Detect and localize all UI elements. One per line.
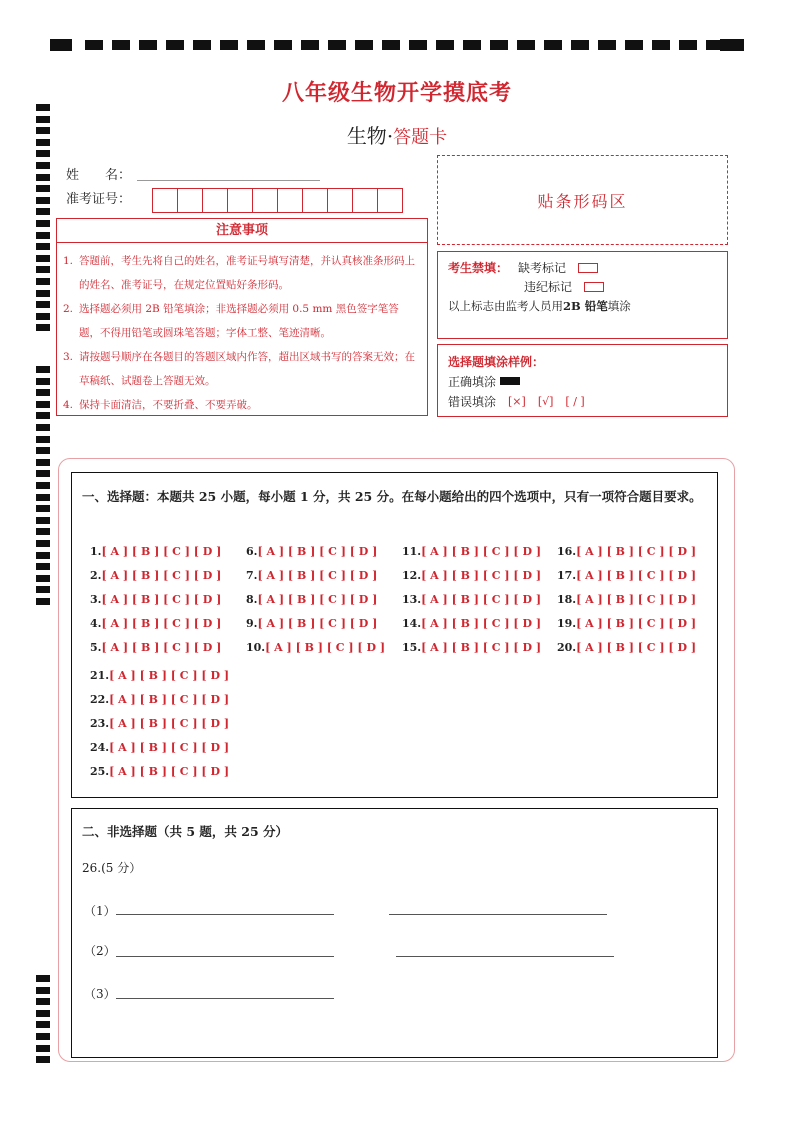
option-bubbles[interactable]: [ A ] [ B ] [ C ] [ D ] bbox=[421, 641, 542, 654]
timing-mark bbox=[36, 987, 50, 994]
timing-mark bbox=[36, 1033, 50, 1040]
option-bubbles[interactable]: [ A ] [ B ] [ C ] [ D ] bbox=[257, 545, 378, 558]
option-bubbles[interactable]: [ A ] [ B ] [ C ] [ D ] bbox=[576, 641, 697, 654]
question-number: 9. bbox=[246, 617, 258, 630]
timing-mark bbox=[36, 185, 50, 192]
timing-mark bbox=[36, 1045, 50, 1052]
timing-mark bbox=[36, 505, 50, 512]
timing-mark bbox=[36, 494, 50, 501]
option-bubbles[interactable]: [ A ] [ B ] [ C ] [ D ] bbox=[109, 693, 230, 706]
name-label: 姓 名： bbox=[66, 168, 132, 183]
timing-mark bbox=[36, 243, 50, 250]
question-number: 20. bbox=[557, 641, 577, 654]
question-26: 26.(5 分） bbox=[82, 861, 142, 875]
timing-mark bbox=[36, 540, 50, 547]
timing-mark bbox=[36, 174, 50, 181]
ticket-digit-box[interactable] bbox=[177, 188, 203, 213]
timing-mark bbox=[139, 40, 157, 50]
option-bubbles[interactable]: [ A ] [ B ] [ C ] [ D ] bbox=[576, 617, 697, 630]
subject-name: 生物 bbox=[346, 124, 387, 148]
fill-example-box bbox=[437, 344, 728, 417]
question-number: 15. bbox=[402, 641, 422, 654]
ticket-number-boxes[interactable] bbox=[152, 188, 402, 213]
option-bubbles[interactable]: [ A ] [ B ] [ C ] [ D ] bbox=[101, 641, 222, 654]
option-bubbles[interactable]: [ A ] [ B ] [ C ] [ D ] bbox=[109, 741, 230, 754]
answer-line[interactable] bbox=[116, 998, 334, 999]
section-choice-title: 一、选择题：本题共 25 小题，每小题 1 分，共 25 分。在每小题给出的四个选项中，只有一项符合题目要求。 bbox=[82, 489, 702, 504]
option-bubbles[interactable]: [ A ] [ B ] [ C ] [ D ] bbox=[421, 593, 542, 606]
correct-fill-sample bbox=[500, 377, 520, 385]
timing-mark bbox=[36, 220, 50, 227]
question-number: 2. bbox=[90, 569, 102, 582]
timing-mark bbox=[625, 40, 643, 50]
option-bubbles[interactable]: [ A ] [ B ] [ C ] [ D ] bbox=[257, 593, 378, 606]
option-bubbles[interactable]: [ A ] [ B ] [ C ] [ D ] bbox=[109, 669, 230, 682]
timing-mark bbox=[571, 40, 589, 50]
timing-mark bbox=[36, 197, 50, 204]
ticket-digit-box[interactable] bbox=[277, 188, 303, 213]
timing-mark bbox=[36, 412, 50, 419]
timing-mark bbox=[36, 470, 50, 477]
choice-question[interactable] bbox=[557, 569, 696, 582]
choice-question[interactable] bbox=[90, 741, 229, 754]
answer-line[interactable] bbox=[116, 914, 334, 915]
timing-mark bbox=[463, 40, 481, 50]
choice-question[interactable] bbox=[402, 569, 541, 582]
answer-line[interactable] bbox=[396, 956, 614, 957]
answer-line[interactable] bbox=[116, 956, 334, 957]
option-bubbles[interactable]: [ A ] [ B ] [ C ] [ D ] bbox=[265, 641, 386, 654]
timing-mark bbox=[85, 40, 103, 50]
question-number: 11. bbox=[402, 545, 422, 558]
timing-mark bbox=[328, 40, 346, 50]
option-bubbles[interactable]: [ A ] [ B ] [ C ] [ D ] bbox=[101, 593, 222, 606]
choice-question[interactable] bbox=[90, 765, 229, 778]
question-number: 22. bbox=[90, 693, 110, 706]
timing-mark bbox=[36, 401, 50, 408]
question-number: 10. bbox=[246, 641, 266, 654]
question-number: 8. bbox=[246, 593, 258, 606]
wrong-mark-cross: [×] bbox=[508, 394, 526, 408]
timing-mark bbox=[36, 552, 50, 559]
choice-question[interactable] bbox=[90, 641, 221, 654]
choice-question[interactable] bbox=[90, 593, 221, 606]
choice-question[interactable] bbox=[246, 593, 377, 606]
choice-question[interactable] bbox=[90, 693, 229, 706]
forbid-title: 考生禁填： bbox=[448, 261, 509, 275]
timing-mark bbox=[50, 39, 72, 51]
choice-question[interactable] bbox=[90, 569, 221, 582]
timing-mark bbox=[36, 366, 50, 373]
timing-mark bbox=[436, 40, 454, 50]
timing-mark bbox=[36, 232, 50, 239]
timing-mark bbox=[36, 436, 50, 443]
choice-question[interactable] bbox=[90, 545, 221, 558]
option-bubbles[interactable]: [ A ] [ B ] [ C ] [ D ] bbox=[101, 569, 222, 582]
option-bubbles[interactable]: [ A ] [ B ] [ C ] [ D ] bbox=[109, 717, 230, 730]
choice-question[interactable] bbox=[246, 569, 377, 582]
question-number: 6. bbox=[246, 545, 258, 558]
barcode-label: 贴条形码区 bbox=[537, 191, 628, 211]
question-number: 5. bbox=[90, 641, 102, 654]
timing-mark bbox=[193, 40, 211, 50]
timing-mark bbox=[36, 482, 50, 489]
timing-mark bbox=[36, 1021, 50, 1028]
choice-question[interactable] bbox=[557, 545, 696, 558]
choice-question[interactable] bbox=[246, 545, 377, 558]
timing-mark bbox=[36, 378, 50, 385]
question-number: 23. bbox=[90, 717, 110, 730]
question-number: 13. bbox=[402, 593, 422, 606]
option-bubbles[interactable]: [ A ] [ B ] [ C ] [ D ] bbox=[421, 545, 542, 558]
notice-box bbox=[56, 218, 428, 416]
notice-item: 4. 保持卡面清洁，不要折叠、不要弄破。 bbox=[63, 399, 258, 411]
section-open-title: 二、非选择题（共 5 题，共 25 分） bbox=[82, 824, 289, 839]
wrong-mark-check: [√] bbox=[537, 394, 554, 408]
option-bubbles[interactable]: [ A ] [ B ] [ C ] [ D ] bbox=[576, 569, 697, 582]
forbid-note: 以上标志由监考人员用2B 铅笔填涂 bbox=[448, 298, 631, 313]
option-bubbles[interactable]: [ A ] [ B ] [ C ] [ D ] bbox=[576, 545, 697, 558]
wrong-fill-label: 错误填涂 bbox=[448, 394, 497, 409]
option-bubbles[interactable]: [ A ] [ B ] [ C ] [ D ] bbox=[421, 569, 542, 582]
timing-mark bbox=[36, 290, 50, 297]
option-bubbles[interactable]: [ A ] [ B ] [ C ] [ D ] bbox=[101, 617, 222, 630]
example-title: 选择题填涂样例： bbox=[448, 354, 545, 369]
option-bubbles[interactable]: [ A ] [ B ] [ C ] [ D ] bbox=[576, 593, 697, 606]
timing-mark bbox=[112, 40, 130, 50]
question-number: 19. bbox=[557, 617, 577, 630]
wrong-mark-slash: [ / ] bbox=[565, 394, 585, 408]
section-open bbox=[71, 808, 718, 1058]
timing-mark bbox=[36, 528, 50, 535]
sub-question-3: （3） bbox=[84, 987, 116, 1001]
timing-mark bbox=[679, 40, 697, 50]
choice-question[interactable] bbox=[402, 545, 541, 558]
choice-question[interactable] bbox=[246, 641, 385, 654]
ticket-digit-box[interactable] bbox=[302, 188, 328, 213]
ticket-label: 准考证号： bbox=[66, 192, 132, 207]
violation-mark-box[interactable] bbox=[584, 282, 604, 292]
question-number: 18. bbox=[557, 593, 577, 606]
question-number: 25. bbox=[90, 765, 110, 778]
timing-mark bbox=[36, 313, 50, 320]
option-bubbles[interactable]: [ A ] [ B ] [ C ] [ D ] bbox=[109, 765, 230, 778]
notice-item: 2. 选择题必须用 2B 铅笔填涂；非选择题必须用 0.5 mm 黑色签字笔答题，不得用铅笔或圆珠笔答题；字体工整、笔迹清晰。 bbox=[63, 303, 399, 339]
timing-mark bbox=[36, 150, 50, 157]
timing-mark bbox=[220, 40, 238, 50]
timing-mark bbox=[36, 424, 50, 431]
choice-question[interactable] bbox=[90, 717, 229, 730]
timing-mark bbox=[598, 40, 616, 50]
choice-question[interactable] bbox=[402, 617, 541, 630]
choice-question[interactable] bbox=[90, 617, 221, 630]
timing-mark bbox=[36, 563, 50, 570]
answer-line[interactable] bbox=[389, 914, 607, 915]
absent-label: 缺考标记 bbox=[518, 261, 567, 275]
timing-mark bbox=[36, 1010, 50, 1017]
choice-question[interactable] bbox=[402, 641, 541, 654]
timing-mark bbox=[36, 598, 50, 605]
notice-title: 注意事项 bbox=[57, 219, 427, 243]
sub-question-2: （2） bbox=[84, 944, 116, 958]
correct-fill-label: 正确填涂 bbox=[448, 374, 497, 389]
violation-label: 违纪标记 bbox=[524, 280, 573, 294]
question-number: 7. bbox=[246, 569, 258, 582]
timing-mark bbox=[36, 517, 50, 524]
sub-question-1: （1） bbox=[84, 904, 116, 918]
ticket-digit-box[interactable] bbox=[377, 188, 403, 213]
option-bubbles[interactable]: [ A ] [ B ] [ C ] [ D ] bbox=[101, 545, 222, 558]
choice-question[interactable] bbox=[402, 593, 541, 606]
name-field[interactable] bbox=[137, 180, 320, 181]
timing-mark bbox=[166, 40, 184, 50]
timing-mark bbox=[301, 40, 319, 50]
question-number: 12. bbox=[402, 569, 422, 582]
card-subtitle: 生物·答题卡 bbox=[346, 124, 448, 148]
timing-mark bbox=[490, 40, 508, 50]
absent-mark-box[interactable] bbox=[578, 263, 598, 273]
timing-mark bbox=[355, 40, 373, 50]
timing-mark bbox=[36, 301, 50, 308]
barcode-area bbox=[437, 155, 728, 245]
timing-mark bbox=[274, 40, 292, 50]
question-number: 3. bbox=[90, 593, 102, 606]
page-title: 八年级生物开学摸底考 bbox=[281, 80, 512, 106]
timing-mark bbox=[36, 389, 50, 396]
notice-item: 1. 答题前，考生先将自己的姓名，准考证号填写清楚，并认真核准条形码上的姓名、准考证号，在规定位置贴好条形码。 bbox=[63, 255, 415, 291]
ticket-digit-box[interactable] bbox=[352, 188, 378, 213]
ticket-digit-box[interactable] bbox=[252, 188, 278, 213]
timing-mark bbox=[382, 40, 400, 50]
timing-mark bbox=[409, 40, 427, 50]
timing-mark bbox=[36, 586, 50, 593]
question-number: 24. bbox=[90, 741, 110, 754]
ticket-digit-box[interactable] bbox=[327, 188, 353, 213]
notice-item: 3. 请按题号顺序在各题目的答题区域内作答，超出区域书写的答案无效；在草稿纸、试题卷上答题无效。 bbox=[63, 351, 415, 387]
question-number: 21. bbox=[90, 669, 110, 682]
choice-question[interactable] bbox=[557, 617, 696, 630]
choice-question[interactable] bbox=[90, 669, 229, 682]
timing-mark bbox=[36, 266, 50, 273]
timing-mark bbox=[36, 255, 50, 262]
timing-mark bbox=[36, 459, 50, 466]
question-number: 1. bbox=[90, 545, 102, 558]
question-number: 16. bbox=[557, 545, 577, 558]
examiner-only-box bbox=[437, 251, 728, 339]
timing-mark bbox=[720, 39, 744, 51]
card-label: 答题卡 bbox=[393, 127, 448, 148]
ticket-digit-box[interactable] bbox=[152, 188, 178, 213]
timing-mark bbox=[36, 278, 50, 285]
timing-mark bbox=[36, 208, 50, 215]
ticket-digit-box[interactable] bbox=[202, 188, 228, 213]
timing-mark bbox=[517, 40, 535, 50]
timing-mark bbox=[544, 40, 562, 50]
question-number: 17. bbox=[557, 569, 577, 582]
option-bubbles[interactable]: [ A ] [ B ] [ C ] [ D ] bbox=[257, 617, 378, 630]
choice-question[interactable] bbox=[557, 641, 696, 654]
timing-mark bbox=[36, 324, 50, 331]
timing-mark bbox=[36, 975, 50, 982]
timing-mark bbox=[36, 1056, 50, 1063]
choice-question[interactable] bbox=[246, 617, 377, 630]
timing-mark bbox=[652, 40, 670, 50]
timing-mark bbox=[36, 998, 50, 1005]
choice-question[interactable] bbox=[557, 593, 696, 606]
timing-mark bbox=[36, 575, 50, 582]
ticket-digit-box[interactable] bbox=[227, 188, 253, 213]
question-number: 4. bbox=[90, 617, 102, 630]
option-bubbles[interactable]: [ A ] [ B ] [ C ] [ D ] bbox=[421, 617, 542, 630]
timing-mark bbox=[36, 162, 50, 169]
timing-mark bbox=[247, 40, 265, 50]
option-bubbles[interactable]: [ A ] [ B ] [ C ] [ D ] bbox=[257, 569, 378, 582]
timing-mark bbox=[36, 447, 50, 454]
question-number: 14. bbox=[402, 617, 422, 630]
